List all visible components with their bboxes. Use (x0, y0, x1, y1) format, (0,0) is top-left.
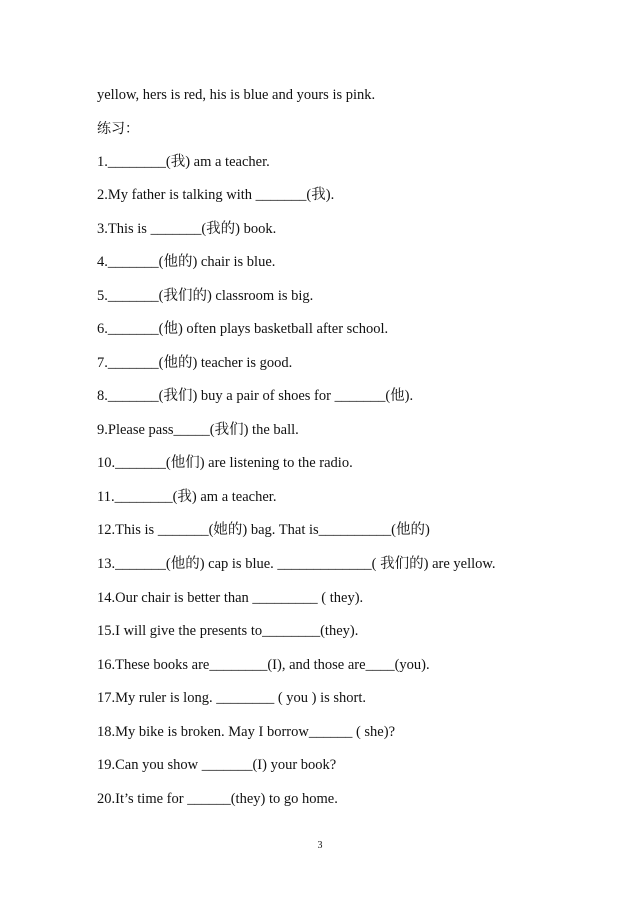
exercise-item: 7._______(他的) teacher is good. (97, 355, 293, 371)
exercise-item: 12.This is _______(她的) bag. That is__________(他的) (97, 522, 430, 538)
exercise-item: 1.________(我) am a teacher. (97, 154, 270, 170)
exercise-item: 8._______(我们) buy a pair of shoes for _______(他). (97, 388, 414, 404)
intro-line: yellow, hers is red, his is blue and yours is pink. (97, 87, 376, 103)
exercise-item: 16.These books are________(I), and those are____(you). (97, 657, 430, 673)
exercise-heading: 练习： (97, 121, 139, 137)
exercise-item: 13._______(他的) cap is blue. _____________( 我们的) are yellow. (97, 556, 496, 572)
exercise-item: 15.I will give the presents to________(they). (97, 623, 359, 639)
exercise-item: 2.My father is talking with _______(我). (97, 187, 335, 203)
exercise-item: 10._______(他们) are listening to the radio. (97, 455, 353, 471)
exercise-item: 3.This is _______(我的) book. (97, 221, 277, 237)
exercise-item: 11.________(我) am a teacher. (97, 489, 277, 505)
exercise-item: 19.Can you show _______(I) your book? (97, 757, 337, 773)
exercise-item: 17.My ruler is long. ________ ( you ) is short. (97, 690, 367, 706)
exercise-item: 9.Please pass_____(我们) the ball. (97, 422, 299, 438)
exercise-item: 4._______(他的) chair is blue. (97, 254, 276, 270)
exercise-item: 14.Our chair is better than _________ ( they). (97, 590, 364, 606)
exercise-item: 5._______(我们的) classroom is big. (97, 288, 314, 304)
exercise-item: 6._______(他) often plays basketball after school. (97, 321, 389, 337)
exercise-item: 18.My bike is broken. May I borrow______ ( she)? (97, 724, 396, 740)
exercise-item: 20.It’s time for ______(they) to go home. (97, 791, 338, 807)
page-number: 3 (317, 840, 323, 851)
